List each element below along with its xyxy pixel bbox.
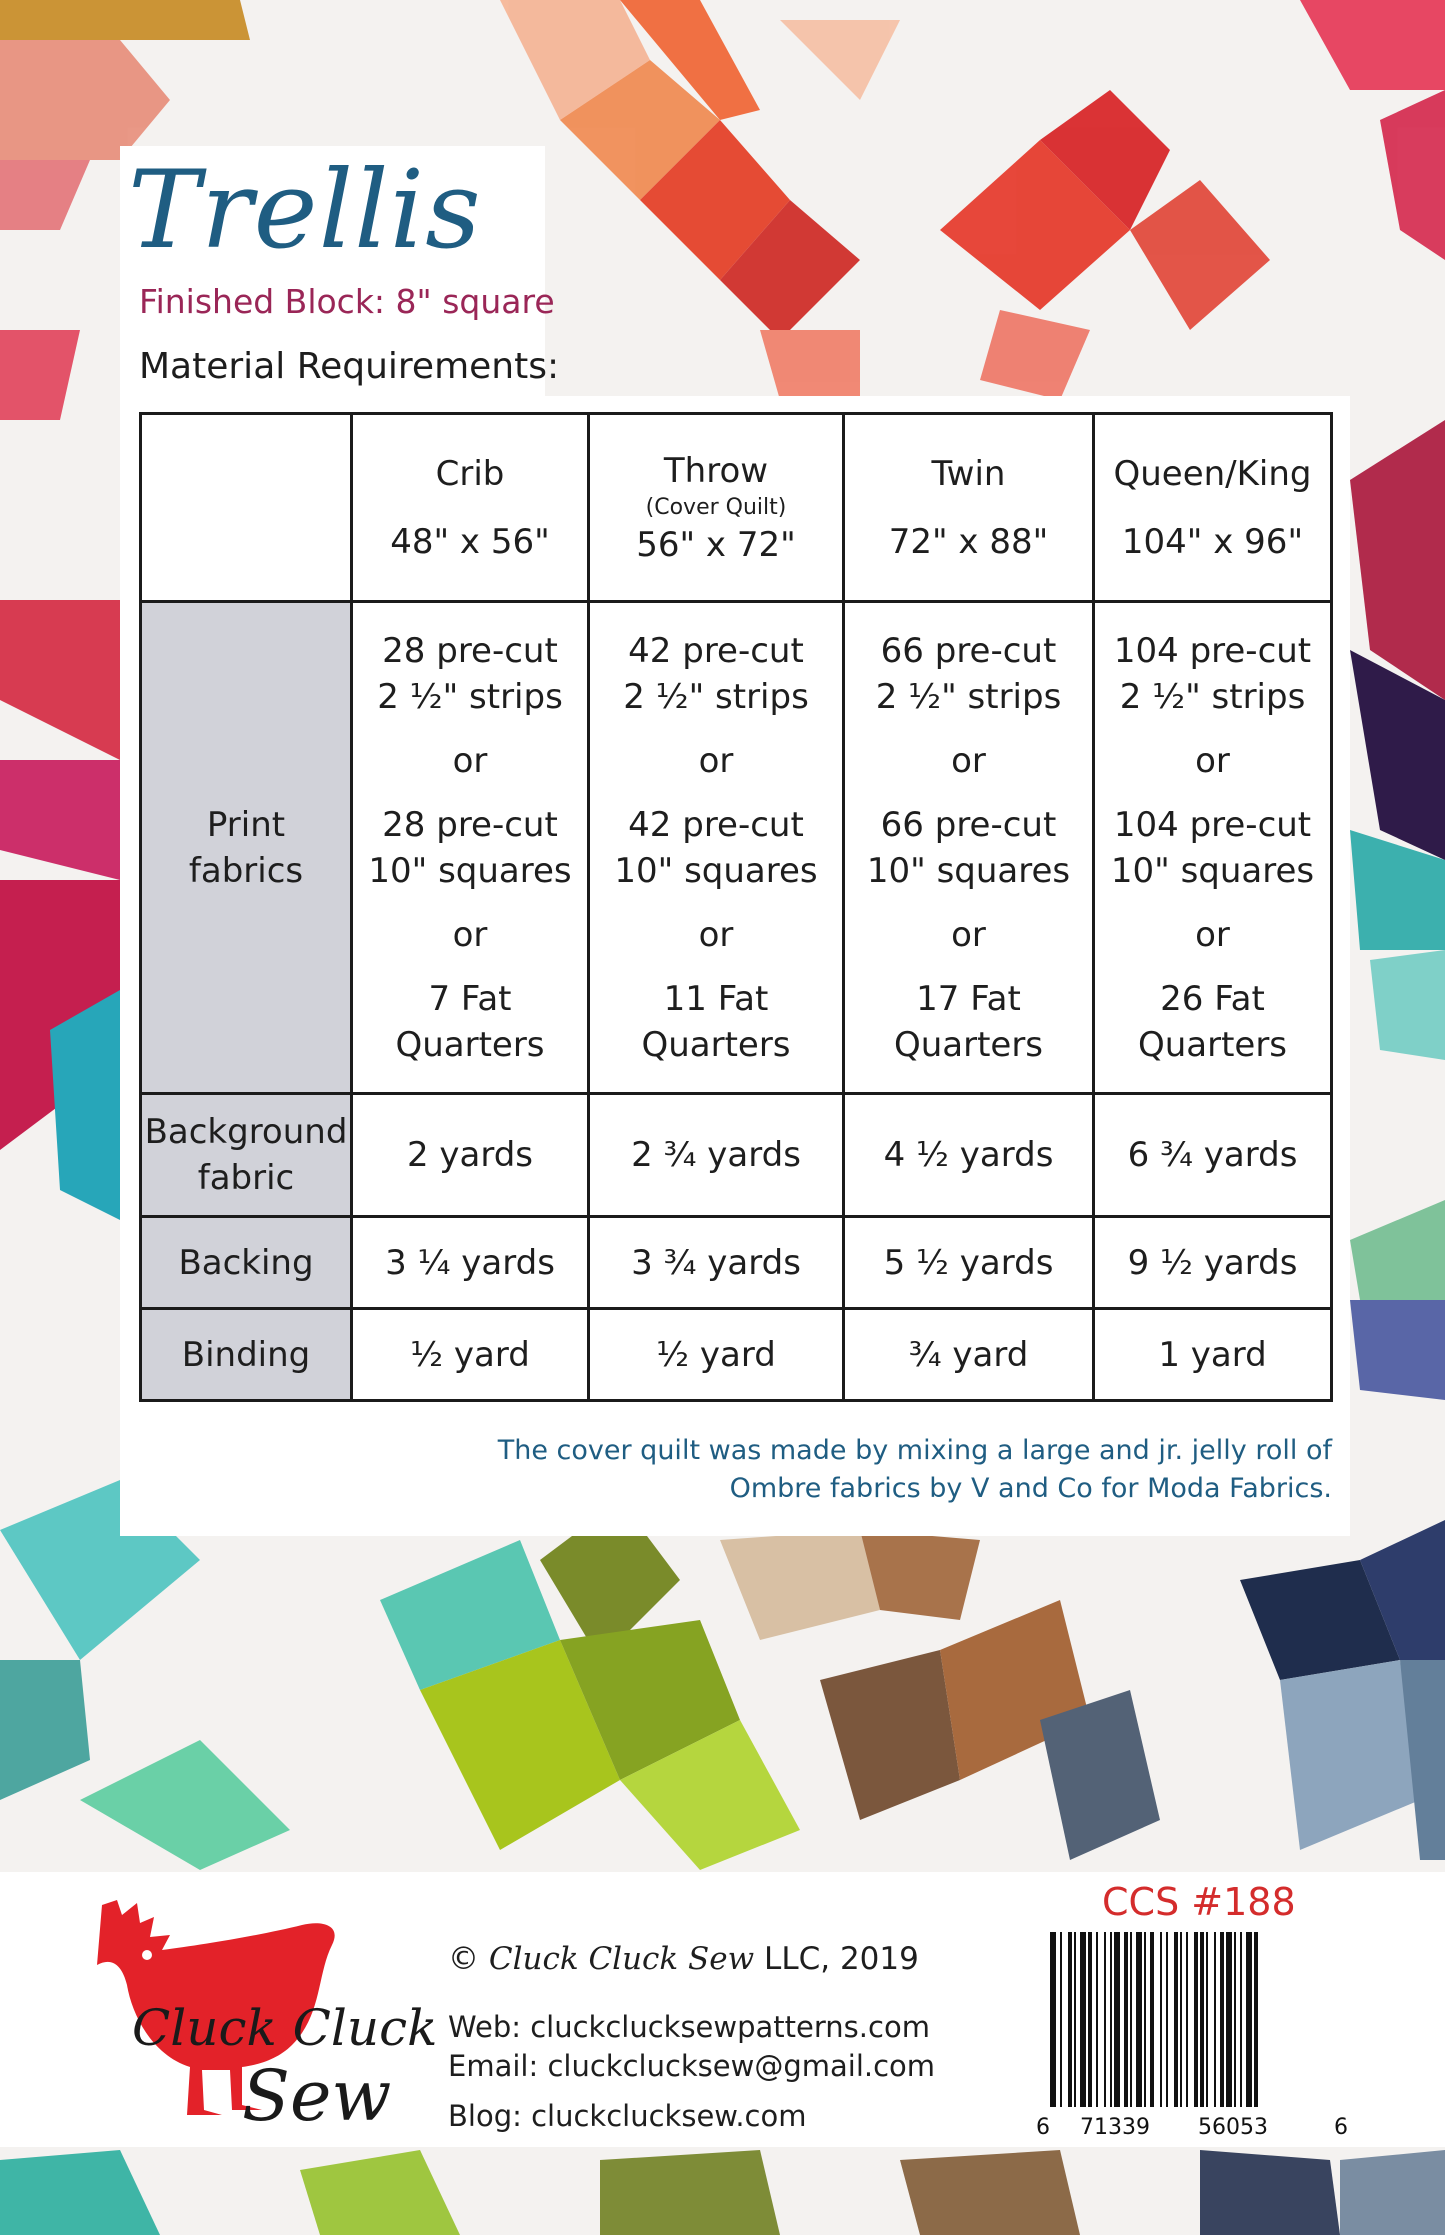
column-name: Throw — [663, 450, 769, 491]
backing-cell-twin: 5 ½ yards — [844, 1217, 1094, 1309]
barcode-bars — [1050, 1932, 1258, 2107]
or-separator: or — [1195, 740, 1230, 781]
cover-quilt-note — [432, 1432, 1332, 1508]
column-size: 56" x 72" — [636, 524, 796, 565]
hen-icon — [92, 1895, 438, 2140]
copyright-symbol: © — [448, 1941, 479, 1977]
column-name: Twin — [931, 453, 1006, 494]
or-separator: or — [951, 914, 986, 955]
blog-text: Blog: cluckclucksew.com — [448, 2099, 807, 2133]
square-size: 10" squares — [368, 850, 572, 891]
backing-row — [141, 1217, 1332, 1309]
email-text: Email: cluckclucksew@gmail.com — [448, 2049, 936, 2083]
print-cell-queen-king — [1094, 602, 1332, 1094]
binding-cell-throw: ½ yard — [589, 1309, 844, 1401]
logo-text-top: Cluck Cluck — [132, 1999, 438, 2057]
backing-cell-queen-king: 9 ½ yards — [1094, 1217, 1332, 1309]
column-header-twin — [844, 414, 1094, 602]
square-size: 10" squares — [866, 850, 1071, 891]
fat-quarter-count: 26 Fat — [1160, 978, 1265, 1019]
strip-size: 2 ½" strips — [377, 676, 563, 717]
fat-quarter-count: 11 Fat — [663, 978, 769, 1019]
row-label: fabrics — [188, 850, 304, 891]
finished-block-size: Finished Block: 8" square — [139, 282, 555, 321]
cluck-cluck-sew-logo — [92, 1895, 438, 2140]
brand-name: Cluck Cluck Sew — [488, 1941, 755, 1977]
column-header-throw — [589, 414, 844, 602]
website-text: Web: cluckclucksewpatterns.com — [448, 2010, 930, 2044]
or-separator: or — [452, 914, 488, 955]
fat-quarter-label: Quarters — [641, 1024, 791, 1065]
row-header-backing: Backing — [141, 1217, 352, 1309]
or-separator: or — [951, 740, 986, 781]
square-count: 42 pre-cut — [628, 804, 804, 845]
table-header-row — [141, 414, 1332, 602]
strip-size: 2 ½" strips — [623, 676, 809, 717]
barcode-digit: 6 — [1334, 2115, 1348, 2140]
backing-cell-crib: 3 ¼ yards — [352, 1217, 589, 1309]
square-count: 66 pre-cut — [880, 804, 1057, 845]
barcode-digit: 71339 — [1080, 2115, 1150, 2140]
background-cell-throw: 2 ¾ yards — [589, 1094, 844, 1217]
copyright-line — [448, 1941, 919, 1977]
background-fabric-row — [141, 1094, 1332, 1217]
print-cell-crib — [352, 602, 589, 1094]
print-fabrics-row — [141, 602, 1332, 1094]
square-count: 28 pre-cut — [382, 804, 558, 845]
binding-cell-crib: ½ yard — [352, 1309, 589, 1401]
fat-quarter-label: Quarters — [893, 1024, 1044, 1065]
fat-quarter-count: 7 Fat — [428, 978, 512, 1019]
strip-size: 2 ½" strips — [875, 676, 1062, 717]
barcode-digit: 6 — [1036, 2115, 1050, 2140]
strip-count: 28 pre-cut — [382, 630, 558, 671]
fat-quarter-count: 17 Fat — [916, 978, 1021, 1019]
logo-text-bottom: Sew — [242, 2055, 392, 2137]
row-label: Print — [206, 804, 286, 845]
or-separator: or — [698, 914, 734, 955]
square-size: 10" squares — [1110, 850, 1315, 891]
strip-count: 42 pre-cut — [628, 630, 804, 671]
fat-quarter-label: Quarters — [1137, 1024, 1288, 1065]
strip-count: 66 pre-cut — [880, 630, 1057, 671]
column-size: 48" x 56" — [390, 521, 550, 562]
column-header-queen-king — [1094, 414, 1332, 602]
strip-size: 2 ½" strips — [1119, 676, 1306, 717]
note-line: Ombre fabrics by V and Co for Moda Fabrics. — [729, 1473, 1332, 1504]
backing-cell-throw: 3 ¾ yards — [589, 1217, 844, 1309]
print-cell-throw — [589, 602, 844, 1094]
barcode-icon — [1034, 1932, 1348, 2142]
fat-quarter-label: Quarters — [395, 1024, 545, 1065]
note-line: The cover quilt was made by mixing a large and jr. jelly roll of — [497, 1435, 1332, 1466]
or-separator: or — [452, 740, 488, 781]
column-note: (Cover Quilt) — [645, 494, 787, 520]
row-header-background-fabric — [141, 1094, 352, 1217]
print-cell-twin — [844, 602, 1094, 1094]
pattern-title: Trellis — [128, 148, 482, 273]
corner-cell — [141, 414, 352, 602]
row-label: fabric — [197, 1158, 295, 1198]
or-separator: or — [698, 740, 734, 781]
row-label: Background — [144, 1112, 348, 1152]
material-requirements-table — [139, 412, 1333, 1402]
row-header-print-fabrics — [141, 602, 352, 1094]
pattern-sku: CCS #188 — [1102, 1880, 1296, 1924]
square-size: 10" squares — [614, 850, 818, 891]
copyright-year: LLC, 2019 — [764, 1941, 919, 1977]
background-cell-twin: 4 ½ yards — [844, 1094, 1094, 1217]
column-name: Crib — [435, 453, 505, 494]
background-cell-queen-king: 6 ¾ yards — [1094, 1094, 1332, 1217]
binding-row — [141, 1309, 1332, 1401]
column-name: Queen/King — [1113, 453, 1312, 494]
section-heading: Material Requirements: — [139, 346, 560, 387]
or-separator: or — [1195, 914, 1230, 955]
binding-cell-queen-king: 1 yard — [1094, 1309, 1332, 1401]
binding-cell-twin: ¾ yard — [844, 1309, 1094, 1401]
background-cell-crib: 2 yards — [352, 1094, 589, 1217]
square-count: 104 pre-cut — [1113, 804, 1312, 845]
row-header-binding: Binding — [141, 1309, 352, 1401]
barcode-digit: 56053 — [1198, 2115, 1268, 2140]
column-header-crib — [352, 414, 589, 602]
column-size: 72" x 88" — [888, 521, 1049, 562]
strip-count: 104 pre-cut — [1113, 630, 1312, 671]
column-size: 104" x 96" — [1121, 521, 1304, 562]
